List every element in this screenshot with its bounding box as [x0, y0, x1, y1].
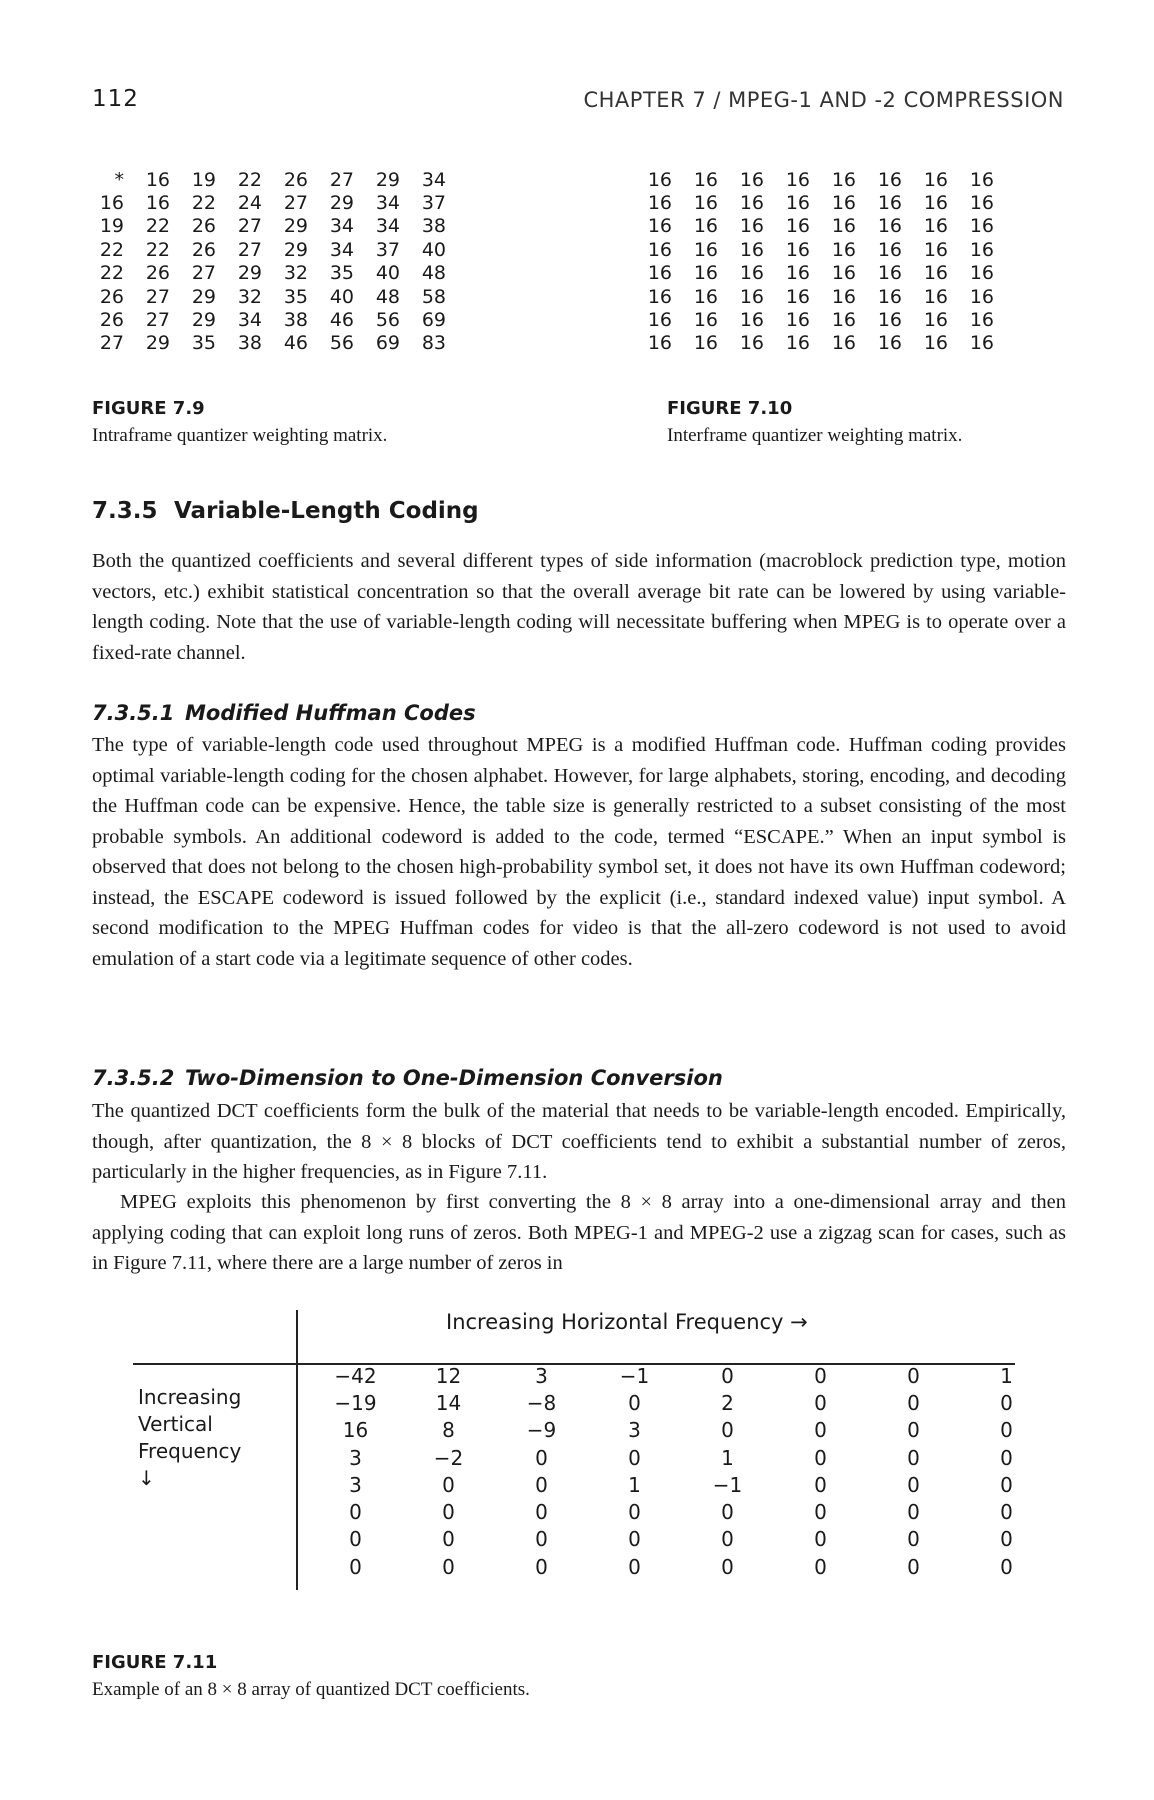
matrix-cell: 0	[1000, 1554, 1013, 1579]
table-row	[626, 168, 994, 191]
matrix-cell: −9	[526, 1418, 557, 1443]
matrix-cell: 56	[375, 309, 400, 332]
matrix-cell: 16	[145, 192, 170, 215]
matrix-cell: 0	[535, 1554, 548, 1579]
table-row	[78, 262, 446, 285]
matrix-cell: 27	[145, 309, 170, 332]
matrix-cell: 16	[923, 168, 948, 191]
matrix-cell: 16	[969, 238, 994, 261]
matrix-cell: 69	[375, 332, 400, 355]
matrix-cell: 0	[721, 1418, 734, 1443]
section-title: Variable-Length Coding	[174, 498, 479, 524]
matrix-cell: 0	[814, 1418, 827, 1443]
matrix-cell: 0	[814, 1445, 827, 1470]
matrix-cell: 29	[145, 332, 170, 355]
matrix-cell: 48	[375, 285, 400, 308]
matrix-cell: 26	[99, 285, 124, 308]
matrix-cell: 1	[721, 1445, 734, 1470]
horizontal-frequency-header: Increasing Horizontal Frequency →	[446, 1310, 808, 1334]
matrix-cell: 34	[237, 309, 262, 332]
matrix-cell: 0	[814, 1554, 827, 1579]
table-row	[626, 285, 994, 308]
matrix-cell: 16	[647, 192, 672, 215]
figure-caption: Interframe quantizer weighting matrix.	[667, 425, 963, 446]
matrix-cell: 16	[969, 168, 994, 191]
row-label-line: Vertical	[138, 1412, 213, 1436]
matrix-cell: 48	[421, 262, 446, 285]
matrix-cell: 16	[969, 262, 994, 285]
matrix-cell: 0	[1000, 1500, 1013, 1525]
matrix-cell: 16	[693, 309, 718, 332]
matrix-cell: 16	[739, 262, 764, 285]
body-paragraph: The type of variable-length code used throughout MPEG is a modified Huffman code. Huffman coding provides optimal variable-length coding for the chosen alphabet. However, for large alphabets, storing, encoding, and decoding the Huffman code can be expensive. Hence, the table size is generally restricted to a subset consisting of the most probable symbols. An additional codeword is added to the code, termed “ESCAPE.” When an input symbol is observed that does not belong to the chosen high-probability symbol set, it does not have its own Huffman codeword; instead, the ESCAPE codeword is issued followed by the explicit (i.e., standard indexed value) input symbol. A second modification to the MPEG Huffman codes for video is that the all-zero codeword is not used to avoid emulation of a start code via a legitimate sequence of other codes.	[92, 734, 1066, 970]
body-paragraph: MPEG exploits this phenomenon by first converting the 8 × 8 array into a one-dimensional array and then applying coding that can exploit long runs of zeros. Both MPEG-1 and MPEG-2 use a zigzag scan for cases, such as in Figure 7.11, where there are a large number of zeros in	[92, 1191, 1066, 1274]
matrix-cell: 0	[535, 1472, 548, 1497]
matrix-cell: 16	[785, 309, 810, 332]
matrix-cell: 16	[877, 192, 902, 215]
matrix-cell: 58	[421, 285, 446, 308]
matrix-cell: 27	[191, 262, 216, 285]
section-number: 7.3.5	[92, 498, 158, 524]
matrix-cell: 29	[191, 309, 216, 332]
matrix-cell: 35	[329, 262, 354, 285]
matrix-cell: −19	[334, 1390, 377, 1415]
section-heading	[92, 498, 479, 524]
row-label-line: Frequency	[138, 1439, 242, 1463]
table-row	[309, 1498, 1053, 1525]
matrix-cell: 29	[329, 192, 354, 215]
matrix-cell: 16	[923, 192, 948, 215]
matrix-cell: 16	[693, 262, 718, 285]
matrix-cell: 3	[535, 1363, 548, 1388]
matrix-cell: 16	[785, 262, 810, 285]
matrix-cell: 0	[1000, 1472, 1013, 1497]
matrix-cell: 22	[99, 262, 124, 285]
matrix-cell: 34	[329, 238, 354, 261]
matrix-cell: 38	[421, 215, 446, 238]
matrix-cell: 16	[693, 168, 718, 191]
matrix-cell: 16	[785, 168, 810, 191]
matrix-cell: *	[114, 168, 124, 191]
matrix-cell: 16	[739, 168, 764, 191]
table-row	[78, 215, 446, 238]
matrix-cell: 27	[237, 238, 262, 261]
figure-label: FIGURE 7.9	[92, 398, 205, 419]
matrix-cell: 26	[145, 262, 170, 285]
matrix-cell: 16	[877, 262, 902, 285]
matrix-cell: 0	[721, 1363, 734, 1388]
table-row	[78, 285, 446, 308]
table-row	[309, 1444, 1053, 1471]
matrix-cell: 22	[145, 215, 170, 238]
table-row	[626, 191, 994, 214]
table-row	[309, 1553, 1053, 1580]
matrix-cell: 12	[435, 1363, 462, 1388]
figure-label: FIGURE 7.11	[92, 1652, 218, 1673]
matrix-cell: 26	[99, 309, 124, 332]
table-row	[78, 238, 446, 261]
running-head: CHAPTER 7 / MPEG-1 AND -2 COMPRESSION	[583, 88, 1064, 112]
matrix-cell: 35	[283, 285, 308, 308]
matrix-cell: 0	[721, 1527, 734, 1552]
matrix-cell: 0	[442, 1527, 455, 1552]
matrix-cell: 16	[647, 332, 672, 355]
matrix-cell: 19	[99, 215, 124, 238]
matrix-cell: 16	[969, 309, 994, 332]
matrix-cell: 29	[283, 238, 308, 261]
table-row	[309, 1362, 1053, 1389]
matrix-cell: 0	[907, 1363, 920, 1388]
matrix-cell: 16	[923, 285, 948, 308]
matrix-cell: 34	[329, 215, 354, 238]
matrix-cell: 0	[628, 1554, 641, 1579]
figure-label: FIGURE 7.10	[667, 398, 793, 419]
matrix-cell: 14	[435, 1390, 462, 1415]
matrix-cell: 27	[145, 285, 170, 308]
matrix-cell: 22	[237, 168, 262, 191]
body-paragraph: The quantized DCT coefficients form the bulk of the material that needs to be variable-length encoded. Empirically, though, after quantization, the 8 × 8 blocks of DCT coefficients tend to exhibit a substantial number of zeros, particularly in the higher frequencies, as in Figure 7.11.	[92, 1100, 1066, 1183]
matrix-cell: 16	[785, 192, 810, 215]
row-label-line: Increasing	[138, 1385, 242, 1409]
matrix-cell: 16	[877, 285, 902, 308]
matrix-cell: 0	[349, 1554, 362, 1579]
matrix-cell: 16	[969, 285, 994, 308]
matrix-cell: −2	[433, 1445, 464, 1470]
matrix-cell: 8	[442, 1418, 455, 1443]
matrix-cell: 16	[785, 285, 810, 308]
matrix-cell: 29	[237, 262, 262, 285]
matrix-cell: 16	[647, 262, 672, 285]
figure-divider-horizontal	[133, 1363, 297, 1365]
body-paragraph: Both the quantized coefficients and several different types of side information (macroblock prediction type, motion vectors, etc.) exhibit statistical concentration so that the overall average bit rate can be lowered by using variable-length coding. Note that the use of variable-length coding will necessitate buffering when MPEG is to operate over a fixed-rate channel.	[92, 550, 1066, 664]
matrix-cell: 32	[237, 285, 262, 308]
page-number: 112	[92, 86, 139, 112]
table-row	[626, 308, 994, 331]
dct-coefficient-figure	[0, 1310, 1154, 1650]
matrix-cell: 34	[375, 215, 400, 238]
matrix-cell: 29	[375, 168, 400, 191]
matrix-cell: 3	[349, 1472, 362, 1497]
table-row	[78, 308, 446, 331]
matrix-cell: 16	[877, 238, 902, 261]
matrix-cell: 0	[814, 1363, 827, 1388]
matrix-cell: 16	[785, 215, 810, 238]
matrix-cell: 16	[739, 192, 764, 215]
table-row	[626, 215, 994, 238]
matrix-cell: 16	[877, 332, 902, 355]
matrix-cell: 16	[785, 238, 810, 261]
matrix-cell: 0	[907, 1500, 920, 1525]
matrix-cell: 0	[349, 1527, 362, 1552]
matrix-cell: 0	[907, 1554, 920, 1579]
matrix-cell: 16	[923, 215, 948, 238]
matrix-cell: 16	[647, 168, 672, 191]
table-row	[626, 262, 994, 285]
matrix-cell: 0	[1000, 1527, 1013, 1552]
matrix-cell: 3	[628, 1418, 641, 1443]
intraframe-matrix	[78, 168, 446, 355]
matrix-cell: 24	[237, 192, 262, 215]
matrix-cell: 16	[739, 309, 764, 332]
matrix-cell: 16	[923, 332, 948, 355]
matrix-cell: 16	[831, 168, 856, 191]
matrix-cell: 0	[907, 1445, 920, 1470]
matrix-cell: 46	[283, 332, 308, 355]
matrix-cell: 0	[907, 1527, 920, 1552]
matrix-cell: −8	[526, 1390, 557, 1415]
matrix-cell: 16	[969, 332, 994, 355]
matrix-cell: −1	[712, 1472, 743, 1497]
figure-7-11-caption-block	[92, 1652, 530, 1701]
matrix-cell: 0	[721, 1500, 734, 1525]
matrix-cell: 22	[99, 238, 124, 261]
matrix-cell: 16	[693, 285, 718, 308]
figure-caption: Example of an 8 × 8 array of quantized DCT coefficients.	[92, 1679, 530, 1700]
matrix-cell: 38	[237, 332, 262, 355]
matrix-cell: 16	[831, 215, 856, 238]
matrix-cell: 83	[421, 332, 446, 355]
matrix-cell: 16	[739, 238, 764, 261]
matrix-cell: 29	[191, 285, 216, 308]
matrix-cell: 16	[647, 238, 672, 261]
matrix-cell: 0	[907, 1418, 920, 1443]
matrix-cell: 37	[421, 192, 446, 215]
table-row	[309, 1389, 1053, 1416]
matrix-cell: 16	[923, 238, 948, 261]
matrix-cell: 16	[877, 215, 902, 238]
matrix-cell: 0	[442, 1472, 455, 1497]
matrix-cell: 0	[628, 1500, 641, 1525]
matrix-cell: 34	[375, 192, 400, 215]
matrix-cell: 0	[349, 1500, 362, 1525]
matrix-cell: 16	[877, 168, 902, 191]
matrix-cell: 0	[1000, 1418, 1013, 1443]
matrix-cell: 1	[1000, 1363, 1013, 1388]
matrix-cell: 0	[442, 1554, 455, 1579]
matrix-cell: 27	[283, 192, 308, 215]
matrix-cell: 0	[628, 1527, 641, 1552]
matrix-cell: 0	[535, 1500, 548, 1525]
matrix-cell: 0	[721, 1554, 734, 1579]
matrix-cell: 0	[907, 1390, 920, 1415]
matrix-cell: 16	[342, 1418, 369, 1443]
matrix-cell: 0	[535, 1527, 548, 1552]
matrix-cell: 27	[99, 332, 124, 355]
matrix-cell: −1	[619, 1363, 650, 1388]
matrix-cell: 69	[421, 309, 446, 332]
matrix-cell: −42	[334, 1363, 377, 1388]
matrix-cell: 29	[283, 215, 308, 238]
matrix-cell: 16	[785, 332, 810, 355]
matrix-cell: 16	[969, 192, 994, 215]
matrix-cell: 16	[831, 262, 856, 285]
matrix-cell: 0	[442, 1500, 455, 1525]
matrix-cell: 16	[969, 215, 994, 238]
dct-coefficient-table	[309, 1362, 1053, 1580]
matrix-cell: 16	[693, 332, 718, 355]
matrix-cell: 16	[831, 238, 856, 261]
matrix-cell: 0	[1000, 1390, 1013, 1415]
matrix-cell: 27	[329, 168, 354, 191]
table-row	[309, 1417, 1053, 1444]
matrix-cell: 0	[628, 1445, 641, 1470]
subsection-title: Two-Dimension to One-Dimension Conversion	[185, 1066, 723, 1090]
table-row	[626, 238, 994, 261]
matrix-cell: 34	[421, 168, 446, 191]
table-row	[309, 1526, 1053, 1553]
matrix-cell: 26	[191, 215, 216, 238]
matrix-cell: 0	[628, 1390, 641, 1415]
table-row	[78, 332, 446, 355]
matrix-cell: 0	[1000, 1445, 1013, 1470]
matrix-cell: 27	[237, 215, 262, 238]
matrix-cell: 16	[99, 192, 124, 215]
subsection-number: 7.3.5.1	[92, 701, 175, 725]
matrix-cell: 0	[814, 1527, 827, 1552]
matrix-cell: 26	[191, 238, 216, 261]
matrix-cell: 16	[739, 215, 764, 238]
matrix-cell: 40	[329, 285, 354, 308]
table-row	[78, 191, 446, 214]
matrix-cell: 0	[814, 1390, 827, 1415]
matrix-cell: 16	[693, 192, 718, 215]
matrix-cell: 16	[145, 168, 170, 191]
matrix-cell: 0	[814, 1472, 827, 1497]
matrix-cell: 16	[877, 309, 902, 332]
matrix-cell: 16	[739, 285, 764, 308]
matrix-cell: 16	[831, 192, 856, 215]
matrix-cell: 16	[831, 332, 856, 355]
figure-7-10-caption-block	[667, 398, 962, 447]
matrix-cell: 56	[329, 332, 354, 355]
matrix-cell: 16	[831, 285, 856, 308]
matrix-cell: 16	[739, 332, 764, 355]
table-row	[309, 1471, 1053, 1498]
matrix-cell: 2	[721, 1390, 734, 1415]
matrix-cell: 16	[831, 309, 856, 332]
matrix-cell: 40	[375, 262, 400, 285]
matrix-cell: 26	[283, 168, 308, 191]
matrix-cell: 35	[191, 332, 216, 355]
matrix-cell: 16	[647, 215, 672, 238]
matrix-cell: 46	[329, 309, 354, 332]
figure-caption: Intraframe quantizer weighting matrix.	[92, 425, 388, 446]
matrix-cell: 37	[375, 238, 400, 261]
matrix-cell: 40	[421, 238, 446, 261]
figure-7-9-caption-block	[92, 398, 387, 447]
interframe-matrix	[626, 168, 994, 355]
subsection-heading	[92, 701, 476, 725]
matrix-cell: 0	[907, 1472, 920, 1497]
matrix-cell: 32	[283, 262, 308, 285]
matrix-cell: 16	[647, 285, 672, 308]
vertical-frequency-label	[138, 1384, 241, 1492]
subsection-heading	[92, 1066, 723, 1090]
matrix-cell: 38	[283, 309, 308, 332]
matrix-cell: 3	[349, 1445, 362, 1470]
down-arrow-icon: ↓	[138, 1466, 155, 1490]
subsection-number: 7.3.5.2	[92, 1066, 175, 1090]
matrix-cell: 16	[693, 215, 718, 238]
matrix-cell: 0	[814, 1500, 827, 1525]
table-row	[78, 168, 446, 191]
matrix-cell: 16	[647, 309, 672, 332]
table-row	[626, 332, 994, 355]
matrix-cell: 22	[145, 238, 170, 261]
matrix-cell: 19	[191, 168, 216, 191]
matrix-cell: 22	[191, 192, 216, 215]
matrix-cell: 16	[923, 309, 948, 332]
matrix-cell: 1	[628, 1472, 641, 1497]
figure-divider-vertical	[296, 1310, 298, 1590]
matrix-cell: 0	[535, 1445, 548, 1470]
matrix-cell: 16	[923, 262, 948, 285]
matrix-cell: 16	[693, 238, 718, 261]
subsection-title: Modified Huffman Codes	[185, 701, 476, 725]
